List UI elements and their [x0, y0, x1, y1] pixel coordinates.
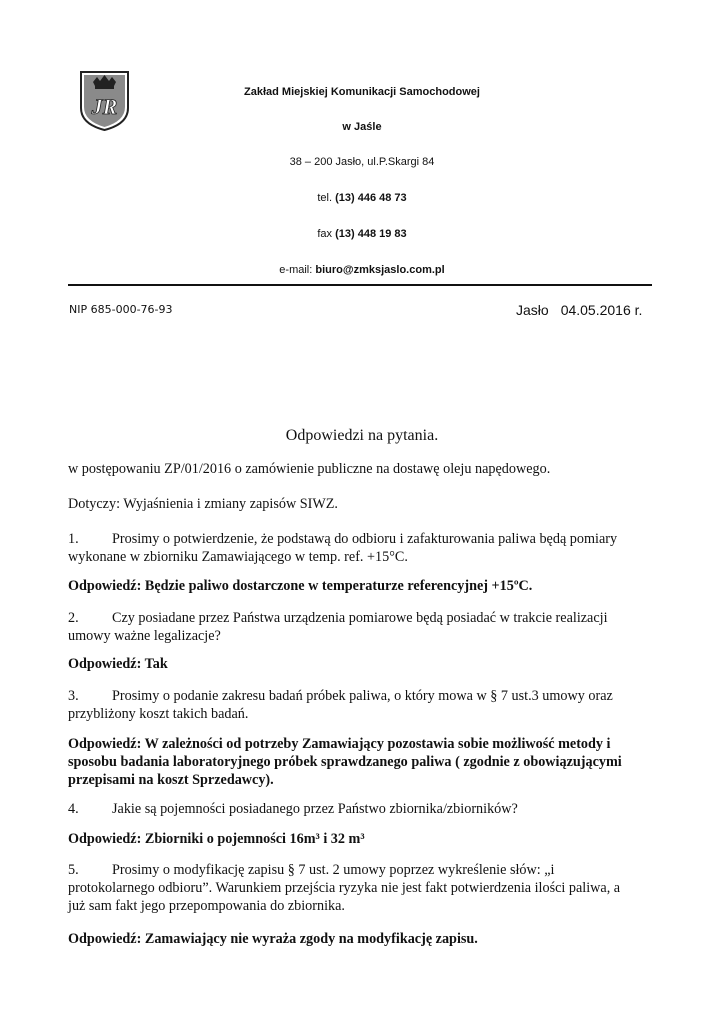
- header-divider: [68, 284, 652, 286]
- answer-2: Odpowiedź: Tak: [68, 656, 168, 672]
- answer-5: Odpowiedź: Zamawiający nie wyraża zgody na modyfikację zapisu.: [68, 931, 478, 947]
- question-text: Czy posiadane przez Państwa urządzenia pomiarowe będą posiadać w trakcie realizacji: [112, 610, 608, 626]
- question-text-cont: umowy ważne legalizacje?: [68, 628, 221, 644]
- question-text-cont: protokolarnego odbioru”. Warunkiem przejścia ryzyka nie jest fakt potwierdzenia ilości paliwa, a: [68, 880, 621, 896]
- question-2: [68, 609, 652, 645]
- intro-paragraph: w postępowaniu ZP/01/2016 o zamówienie publiczne na dostawę oleju napędowego.: [68, 461, 551, 477]
- question-number: 5.: [68, 862, 79, 878]
- question-number: 1.: [68, 531, 79, 547]
- question-text: Prosimy o modyfikację zapisu § 7 ust. 2 umowy poprzez wykreślenie słów: „i: [112, 862, 555, 878]
- nip-number: NIP 685-000-76-93: [69, 303, 173, 316]
- company-name: Zakład Miejskiej Komunikacji Samochodowej: [244, 86, 480, 98]
- fax-label: fax: [317, 228, 333, 240]
- email-address[interactable]: biuro@zmksjaslo.com.pl: [315, 264, 445, 276]
- question-number: 2.: [68, 610, 79, 626]
- company-address: 38 – 200 Jasło, ul.P.Skargi 84: [289, 156, 435, 168]
- document-title: Odpowiedzi na pytania.: [285, 427, 439, 444]
- answer-line: przepisami na koszt Sprzedawcy).: [68, 772, 274, 788]
- phone-label: tel.: [317, 192, 333, 204]
- company-fax: [160, 228, 564, 241]
- date-value: 04.05.2016 r.: [560, 302, 643, 318]
- phone-number: (13) 446 48 73: [335, 192, 407, 204]
- question-number: 4.: [68, 801, 79, 817]
- document-date: [516, 302, 642, 318]
- answer-3: [68, 735, 652, 789]
- company-logo: [79, 70, 130, 132]
- question-5: [68, 861, 652, 915]
- answer-line: sposobu badania laboratoryjnego próbek sprawdzanego paliwa ( zgodnie z obowiązującymi: [68, 754, 622, 770]
- subject-line: Dotyczy: Wyjaśnienia i zmiany zapisów SIWZ.: [68, 496, 338, 512]
- question-3: [68, 687, 652, 723]
- question-4: [68, 800, 652, 818]
- question-text-cont: już sam fakt jego przepompowania do zbiornika.: [68, 898, 345, 914]
- company-phone: [160, 192, 564, 205]
- fax-number: (13) 448 19 83: [335, 228, 407, 240]
- question-1: [68, 530, 652, 566]
- question-text: Jakie są pojemności posiadanego przez Państwo zbiornika/zbiorników?: [112, 801, 518, 817]
- question-number: 3.: [68, 688, 79, 704]
- question-text-cont: wykonane w zbiorniku Zamawiającego w temp. ref. +15°C.: [68, 549, 408, 565]
- answer-line: Odpowiedź: W zależności od potrzeby Zamawiający pozostawia sobie możliwość metody i: [68, 736, 611, 752]
- question-text: Prosimy o podanie zakresu badań próbek paliwa, o który mowa w § 7 ust.3 umowy oraz: [112, 688, 613, 704]
- company-city: w Jaśle: [342, 121, 382, 133]
- email-label: e-mail:: [279, 264, 313, 276]
- question-text: Prosimy o potwierdzenie, że podstawą do odbioru i zafakturowania paliwa będą pomiary: [112, 531, 618, 547]
- logo-monogram: JR: [91, 94, 118, 119]
- answer-4: Odpowiedź: Zbiorniki o pojemności 16m³ i 32 m³: [68, 831, 365, 847]
- question-text-cont: przybliżony koszt takich badań.: [68, 706, 249, 722]
- answer-1: Odpowiedź: Będzie paliwo dostarczone w temperaturze referencyjnej +15ºC.: [68, 578, 533, 594]
- date-place: Jasło: [516, 302, 549, 318]
- company-email: [160, 264, 564, 277]
